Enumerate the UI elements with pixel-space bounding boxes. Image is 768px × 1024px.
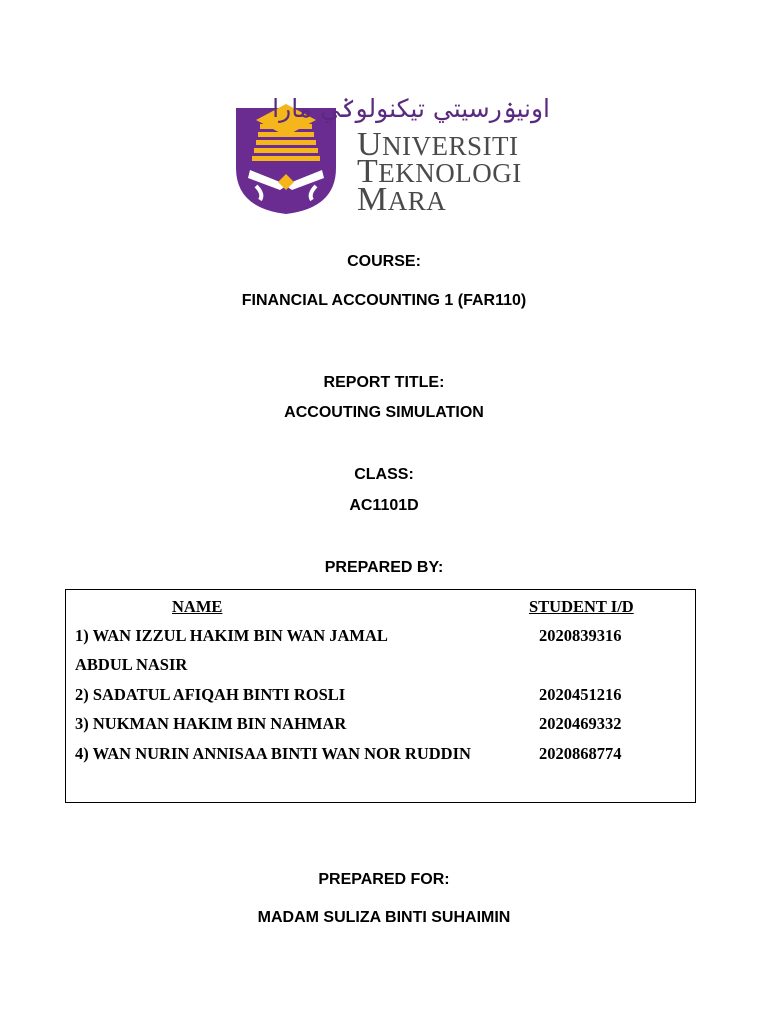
member-id-2: 2020451216 [539,685,622,704]
member-name-1-cont: ABDUL NASIR [75,655,188,674]
report-title-value: ACCOUTING SIMULATION [284,404,484,421]
class-label: CLASS: [354,466,414,483]
member-name-4: 4) WAN NURIN ANNISAA BINTI WAN NOR RUDDIN [75,744,471,763]
member-name-1: 1) WAN IZZUL HAKIM BIN WAN JAMAL [75,626,388,645]
class-value: AC1101D [349,497,419,514]
name-header: NAME [172,597,223,616]
course-value: FINANCIAL ACCOUNTING 1 (FAR110) [241,292,527,309]
member-id-4: 2020868774 [539,744,622,763]
prepared-by-label: PREPARED BY: [324,559,444,576]
prepared-for-value: MADAM SULIZA BINTI SUHAIMIN [257,909,511,926]
course-label: COURSE: [347,253,421,270]
member-id-3: 2020469332 [539,714,622,733]
member-id-1: 2020839316 [539,626,622,645]
student-id-header: STUDENT I/D [529,597,634,616]
prepared-for-label: PREPARED FOR: [318,871,450,888]
logo-line-universiti: UNIVERSITI [357,126,519,163]
member-name-2: 2) SADATUL AFIQAH BINTI ROSLI [75,685,346,704]
logo-jawi-text: اونيۏرسيتي تيكنولوݢي مارا [272,94,550,123]
logo-line-teknologi: TEKNOLOGI [357,153,522,190]
report-title-label: REPORT TITLE: [323,374,445,391]
members-table [65,589,696,803]
member-name-3: 3) NUKMAN HAKIM BIN NAHMAR [75,714,347,733]
logo-line-mara: MARA [357,181,447,218]
